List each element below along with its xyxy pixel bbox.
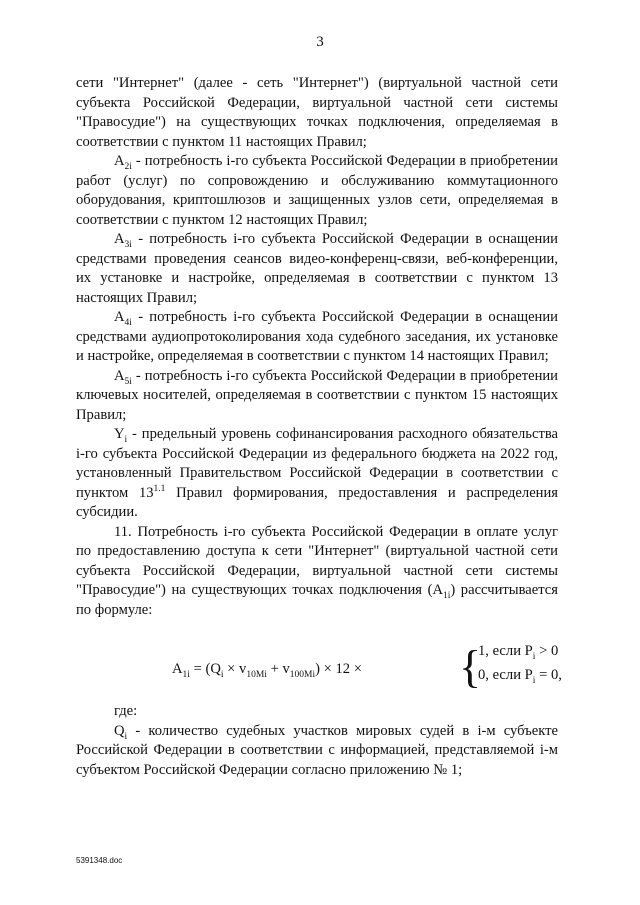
formula-brace: {	[459, 641, 482, 692]
page-number: 3	[316, 34, 324, 50]
paragraph-11: 11. Потребность i-го субъекта Российской Федерации в оплате услуг по предоставлению доступа к сети "Интернет" (виртуальной частной сети субъекта Российской Федерации, виртуальной частной сети системы "Правосудие") на существующих точках подключения $(A_{1i})$ рассчитывается по формуле:	[76, 523, 558, 618]
where-label: где:	[114, 703, 138, 719]
formula-main: $A_{1i} = (Q_i \times v_{10Mi} + v_{100Mi}) \times 12$ ×	[172, 661, 362, 680]
definition-y: $Y_i$ - предельный уровень софинансирования расходного обязательства i-го субъекта Российской Федерации из федерального бюджета на 2022 год, установленный Правительством Российской Федерации в соответствии с пунктом $13^{1.1}$ Правил формирования, предоставления и распределения субсидии.	[76, 426, 559, 520]
file-name-footer: 5391348.doc	[76, 856, 123, 865]
definition-a5: $A_{5i}$ - потребность i-го субъекта Российской Федерации в приобретении ключевых носителей, определяемая в соответствии с пунктом 15 настоящих Правил;	[76, 367, 558, 423]
formula-case-2: 0, если $P_i = 0$,	[478, 667, 562, 686]
formula	[172, 640, 562, 702]
definition-a2: $A_{2i}$ - потребность i-го субъекта Российской Федерации в приобретении работ (услуг) по сопровождению и обслуживанию коммутационного оборудования, криптошлюзов и защищенных узлов сети, определяемая в соответствии с пунктом 12 настоящих Правил;	[76, 153, 558, 228]
definition-q: $Q_i$ - количество судебных участков мировых судей в i-м субъекте Российской Федерации в соответствии с информацией, представляемой i-м субъектом Российской Федерации согласно приложению № 1;	[76, 722, 558, 778]
document-body	[76, 74, 562, 780]
definition-a4: $A_{4i}$ - потребность i-го субъекта Российской Федерации в оснащении средствами аудиопротоколирования хода судебного заседания, их установке и настройке, определяемая в соответствии с пунктом 14 настоящих Правил;	[76, 309, 558, 364]
definition-a3: $A_{3i}$ - потребность i-го субъекта Российской Федерации в оснащении средствами проведения сеансов видео-конференц-связи, веб-конференции, их установке и настройке, определяемая в соответствии с пунктом 13 настоящих Правил;	[76, 231, 558, 306]
paragraph-continuation: сети "Интернет" (далее - сеть "Интернет") (виртуальной частной сети субъекта Российской Федерации, виртуальной частной сети системы "Правосудие") на существующих точках подключения, определяемая в соответствии с пунктом 11 настоящих Правил;	[76, 75, 558, 150]
formula-case-1: 1, если $P_i > 0$	[478, 643, 559, 662]
